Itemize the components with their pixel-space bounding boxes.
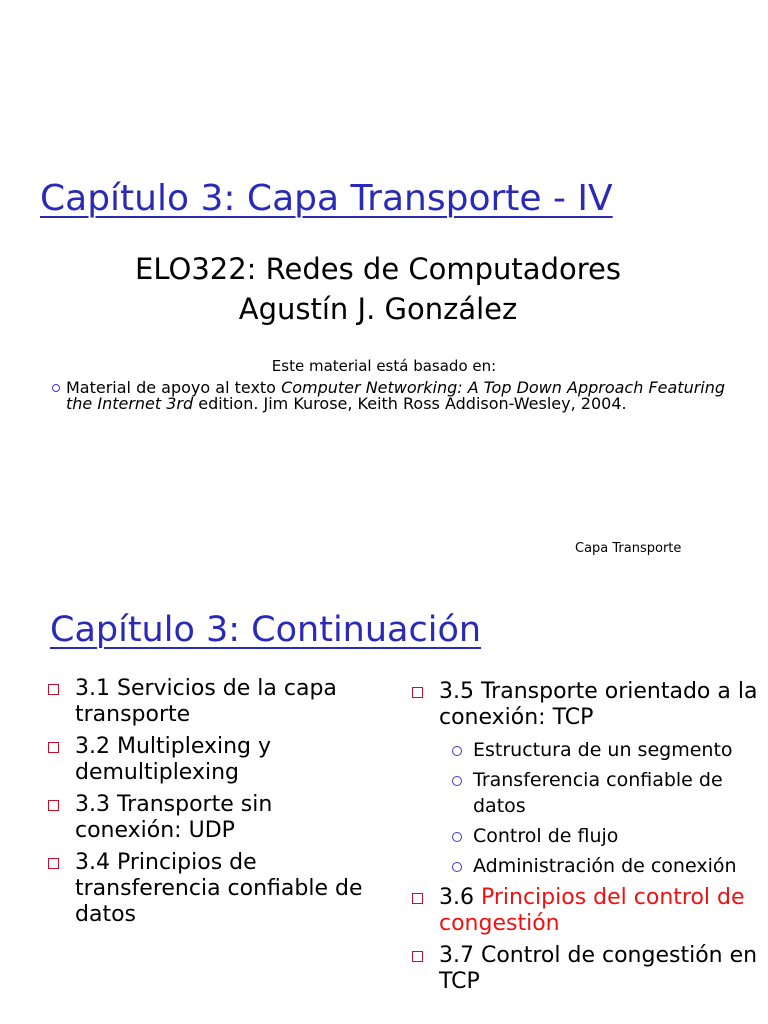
- course-name: ELO322: Redes de Computadores: [135, 252, 621, 286]
- round-bullet-icon: [452, 746, 462, 756]
- sub-list-item: [439, 823, 762, 849]
- list-item: [48, 850, 378, 928]
- list-item: [412, 885, 762, 937]
- round-bullet-icon: [452, 776, 462, 786]
- highlighted-topic-label: Principios del control de congestión: [439, 885, 745, 936]
- square-bullet-icon: [412, 951, 423, 962]
- subtopic-label: Estructura de un segmento: [473, 739, 733, 761]
- author-name: Agustín J. González: [238, 292, 518, 326]
- tcp-subtopic-list: [439, 737, 762, 879]
- square-bullet-icon: [48, 858, 59, 869]
- subtopic-label: Administración de conexión: [473, 855, 737, 877]
- slide-footer: Capa Transporte: [575, 541, 682, 556]
- list-item: [48, 792, 378, 844]
- square-bullet-icon: [48, 684, 59, 695]
- topic-label: 3.4 Principios de transferencia confiable de datos: [75, 850, 363, 927]
- round-bullet-icon: [452, 832, 462, 842]
- list-item: [412, 679, 762, 879]
- basis-note: Este material está basado en:: [271, 357, 497, 375]
- topic-label: 3.2 Multiplexing y demultiplexing: [75, 734, 272, 785]
- list-item: [412, 943, 762, 995]
- slide-1-title: Capítulo 3: Capa Transporte - IV: [40, 178, 613, 219]
- slide-2: [0, 576, 768, 1024]
- round-bullet-icon: [452, 862, 462, 872]
- subtopic-label: Control de flujo: [473, 825, 619, 847]
- square-bullet-icon: [48, 800, 59, 811]
- topic-label: 3.6: [439, 885, 481, 910]
- square-bullet-icon: [412, 893, 423, 904]
- reference-prefix: Material de apoyo al texto: [66, 378, 282, 397]
- right-topic-list: [412, 679, 762, 1001]
- square-bullet-icon: [412, 687, 423, 698]
- topic-label: 3.3 Transporte sin conexión: UDP: [75, 792, 273, 843]
- slide-2-title: Capítulo 3: Continuación: [50, 610, 482, 650]
- sub-list-item: [439, 767, 762, 819]
- list-item: [48, 734, 378, 786]
- subtopic-label: Transferencia confiable de datos: [473, 769, 723, 817]
- reference-item: [66, 380, 726, 412]
- sub-list-item: [439, 853, 762, 879]
- course-subtitle: [0, 249, 756, 329]
- list-item: [48, 676, 378, 728]
- reference-suffix: edition. Jim Kurose, Keith Ross Addison-Wesley, 2004.: [193, 394, 627, 413]
- topic-label: 3.7 Control de congestión en TCP: [439, 943, 758, 994]
- topic-label: 3.5 Transporte orientado a la conexión: TCP: [439, 679, 758, 730]
- reference-book-title: Computer Networking: A Top Down Approach Featuring the Internet 3rd: [66, 378, 726, 413]
- topic-label: 3.1 Servicios de la capa transporte: [75, 676, 337, 727]
- square-bullet-icon: [48, 742, 59, 753]
- round-bullet-icon: [52, 384, 60, 392]
- sub-list-item: [439, 737, 762, 763]
- left-topic-list: [48, 676, 378, 934]
